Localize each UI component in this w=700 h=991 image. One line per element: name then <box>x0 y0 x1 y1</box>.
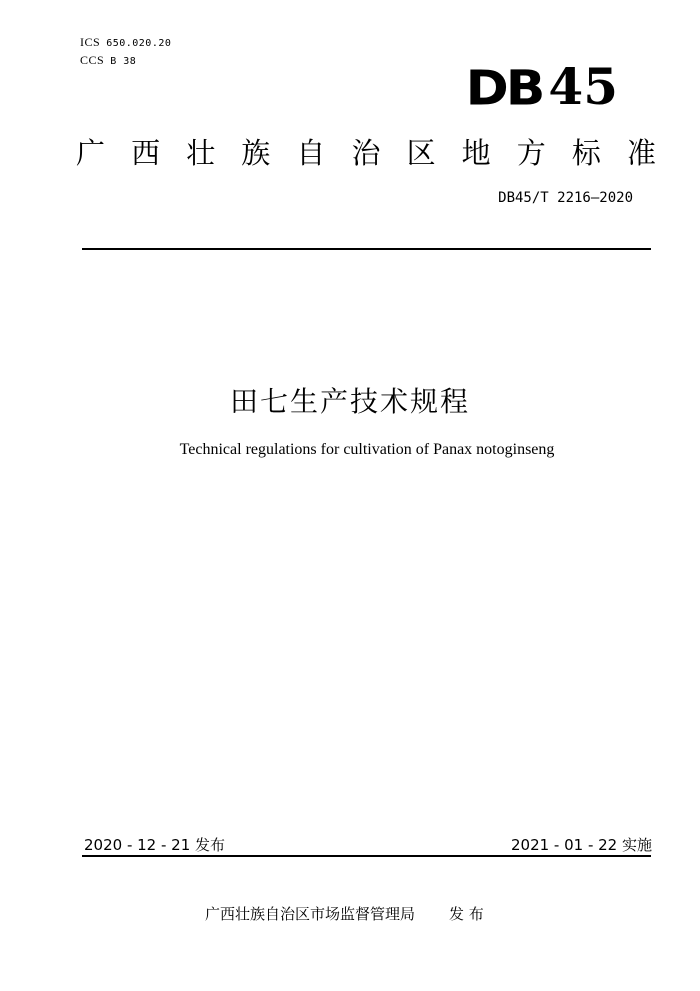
ccs-value: B 38 <box>110 56 137 67</box>
standard-number: DB45/T 2216—2020 <box>498 190 633 206</box>
issuer-name: 广西壮族自治区市场监督管理局 <box>205 905 416 923</box>
ics-label: ICS <box>80 35 101 49</box>
issue-date: 2020 - 12 - 21 发布 <box>84 836 226 854</box>
standard-type-heading <box>76 133 656 173</box>
db45-logo <box>465 57 618 117</box>
document-title-en: Technical regulations for cultivation of Panax notoginseng <box>179 441 555 458</box>
ccs-code <box>80 53 136 68</box>
standard-type-char: 准 <box>626 136 656 170</box>
standard-type-char: 西 <box>131 136 161 170</box>
document-title-zh: 田七生产技术规程 <box>229 385 470 418</box>
implementation-date: 2021 - 01 - 22 实施 <box>510 836 652 854</box>
standard-type-char: 自 <box>296 136 326 170</box>
ics-value: 650.020.20 <box>106 38 172 49</box>
standard-type-char: 区 <box>406 136 436 170</box>
standard-type-char: 方 <box>516 136 546 170</box>
issuer-action: 发 布 <box>449 905 484 923</box>
issuer-line <box>205 903 484 924</box>
standard-type-char: 壮 <box>186 136 216 170</box>
logo-number: 45 <box>548 57 618 116</box>
ics-code <box>80 35 171 50</box>
bottom-divider <box>82 855 651 857</box>
top-divider <box>82 248 651 250</box>
standard-type-char: 治 <box>351 136 381 170</box>
ccs-label: CCS <box>80 53 105 67</box>
standard-type-char: 地 <box>461 136 491 170</box>
standard-type-char: 标 <box>571 136 601 170</box>
standard-type-char: 族 <box>241 136 271 170</box>
logo-prefix: DB <box>465 61 543 117</box>
standard-type-char: 广 <box>76 136 106 170</box>
